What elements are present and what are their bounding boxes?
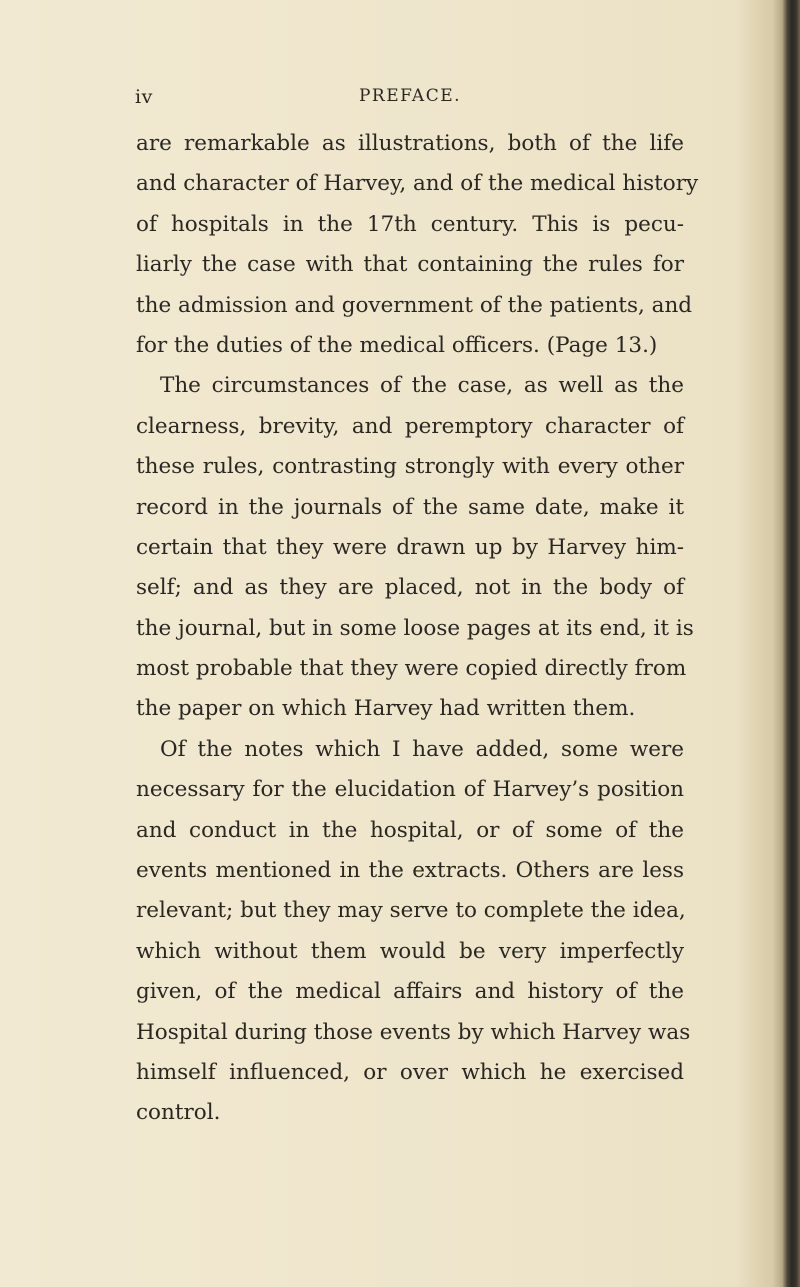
page-gutter-shadow — [772, 0, 782, 1287]
text-line: relevant; but they may serve to complete the idea, — [136, 898, 686, 924]
text-line: of hospitals in the 17th century. This is pecu- — [136, 211, 684, 237]
text-line: record in the journals of the same date, make it — [136, 494, 684, 520]
text-line: the admission and government of the patients, and — [136, 292, 693, 318]
text-line: these rules, contrasting strongly with every other — [136, 454, 684, 480]
text-line: himself influenced, or over which he exercised — [136, 1059, 684, 1085]
text-line: Of the notes which I have added, some were — [160, 736, 684, 762]
text-line: are remarkable as illustrations, both of the life — [136, 131, 684, 156]
text-line: self; and as they are placed, not in the body of — [136, 575, 684, 601]
text-line: The circumstances of the case, as well as the — [160, 373, 684, 399]
text-line: given, of the medical affairs and history of the — [136, 979, 684, 1005]
text-line: the paper on which Harvey had written them. — [136, 696, 636, 722]
text-line: liarly the case with that containing the rules for — [136, 252, 684, 278]
text-line: necessary for the elucidation of Harvey’s position — [136, 777, 684, 803]
text-line: the journal, but in some loose pages at its end, it is — [136, 615, 694, 641]
page-title: PREFACE. — [358, 86, 462, 106]
running-head — [135, 86, 685, 116]
text-line: certain that they were drawn up by Harvey him- — [136, 534, 684, 560]
text-line: control. — [136, 1100, 221, 1126]
text-line: and character of Harvey, and of the medical history — [136, 171, 699, 197]
page-number: iv — [135, 86, 153, 108]
text-line: clearness, brevity, and peremptory character of — [136, 413, 684, 439]
text-line: which without them would be very imperfectly — [136, 938, 684, 964]
body-text — [136, 124, 699, 1134]
text-line: Hospital during those events by which Harvey was — [136, 1019, 691, 1045]
text-line: and conduct in the hospital, or of some of the — [136, 817, 684, 843]
text-line: for the duties of the medical officers. (Page 13.) — [136, 332, 658, 358]
text-line: most probable that they were copied directly from — [136, 656, 687, 682]
text-line: events mentioned in the extracts. Others are less — [136, 858, 684, 884]
book-spine — [782, 0, 800, 1287]
